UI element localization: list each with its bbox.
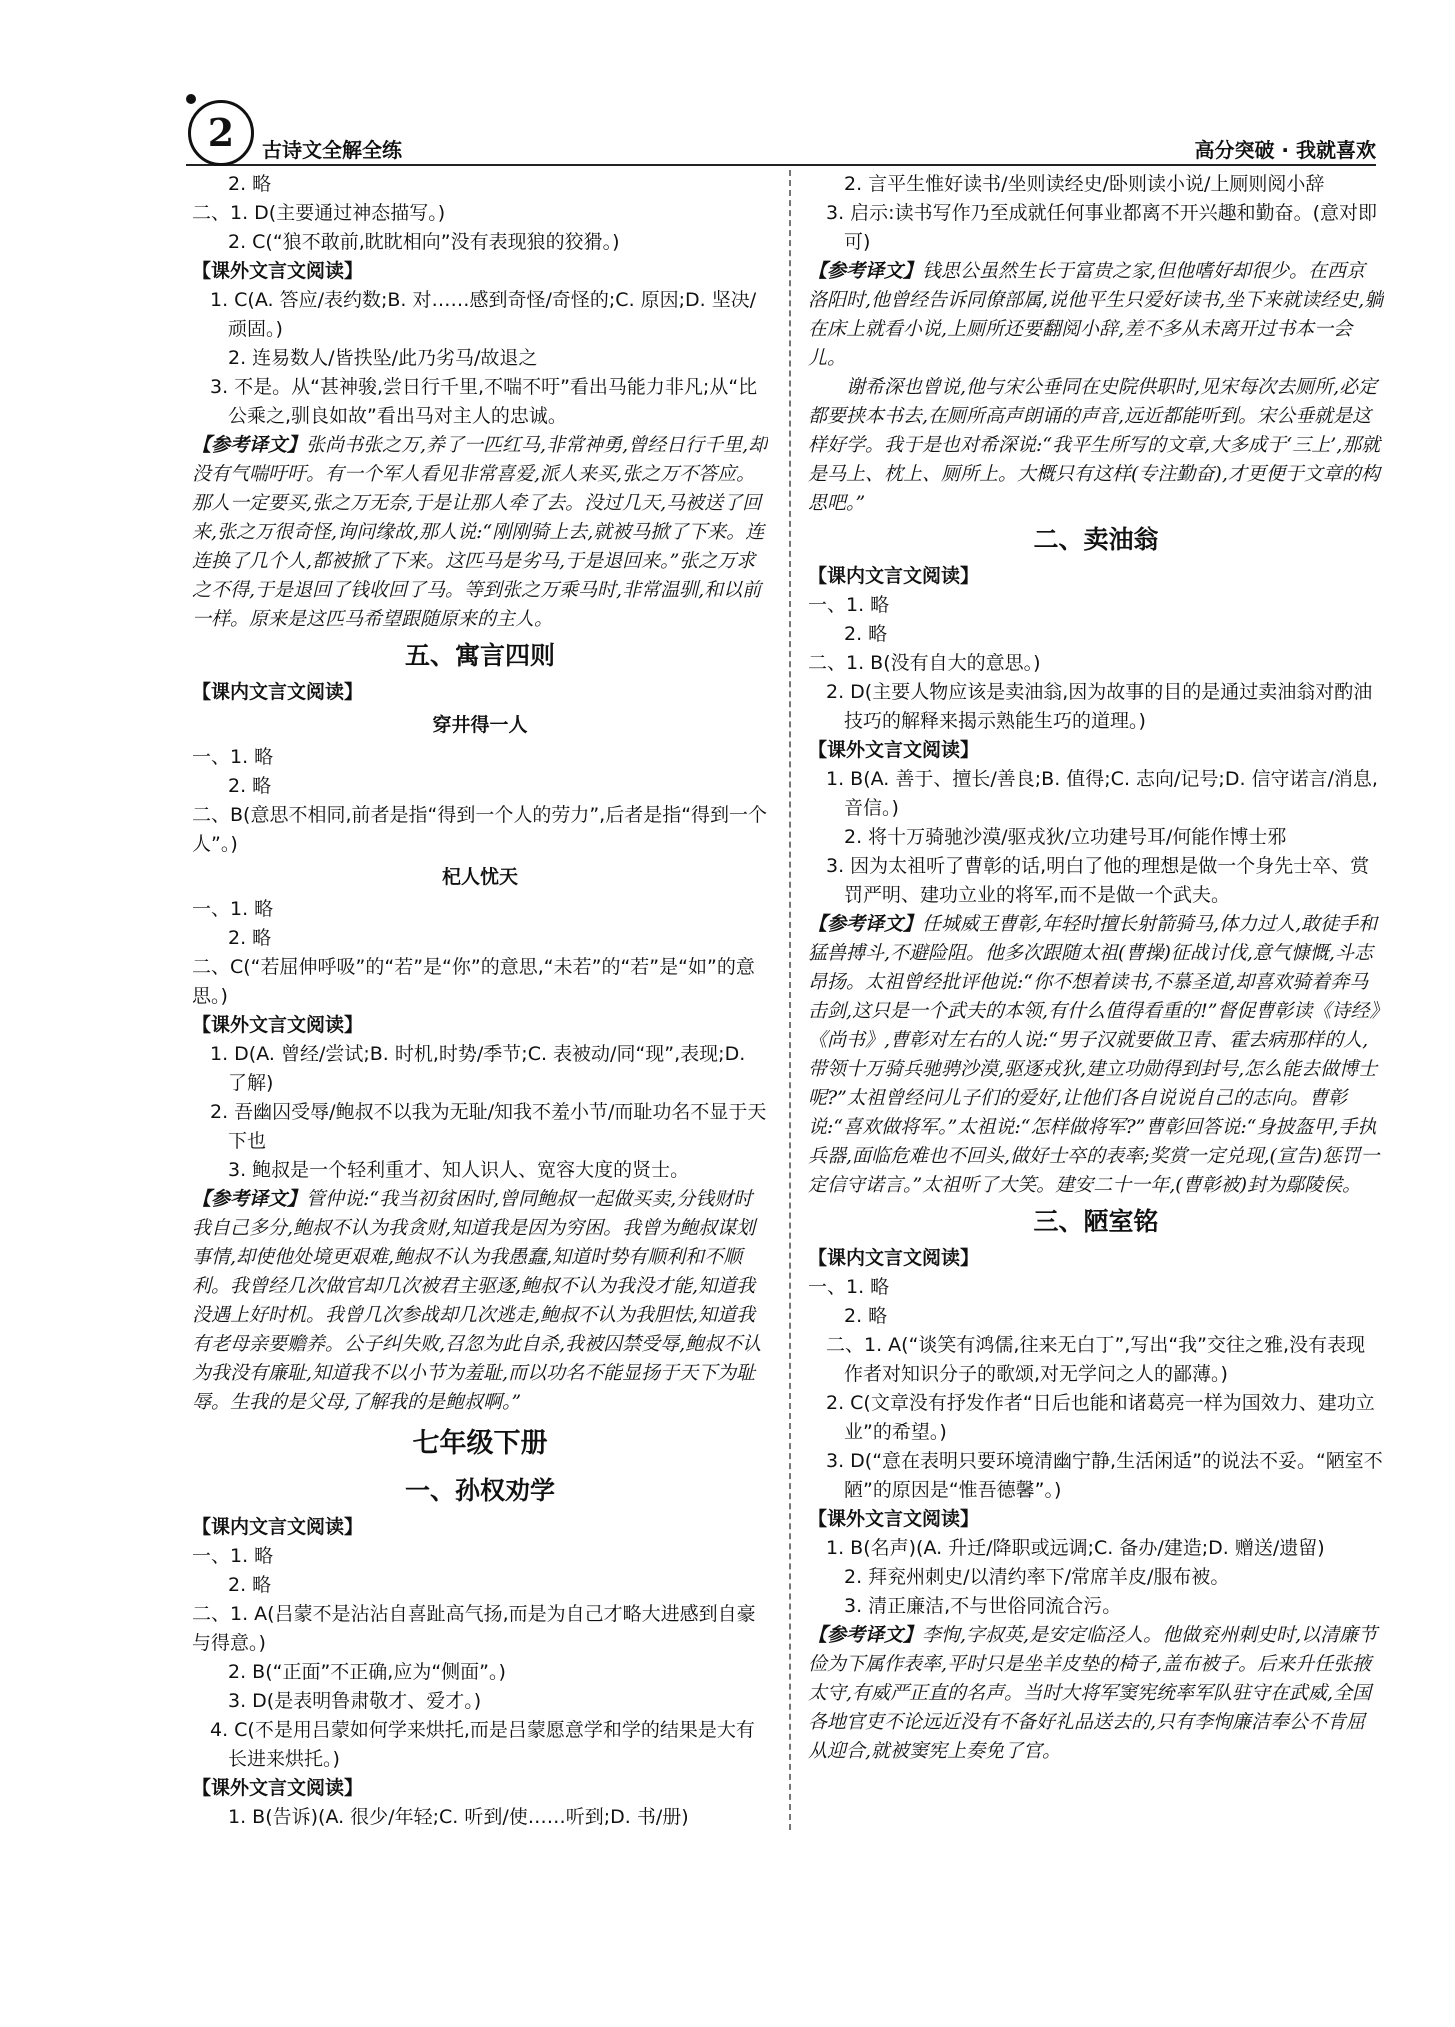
answer-line: 2. 吾幽囚受辱/鲍叔不以我为无耻/知我不羞小节/而耻功名不显于天下也	[210, 1101, 767, 1152]
answer-line: 3. 清正廉洁,不与世俗同流合污。	[844, 1595, 1122, 1617]
translation-text: 张尚书张之万,养了一匹红马,非常神勇,曾经日行千里,却没有气喘吁吁。有一个军人看见非常喜爱,派人来买,张之万不答应。那人一定要买,张之万无奈,于是让那人牵了去。没过几天,马被送了回来,张之万很奇怪,询问缘故,那人说:“刚刚骑上去,就被马掀了下来。连连换了几个人,都被掀了下来。这匹马是劣马,于是退回来。”张之万求之不得,于是退回了钱收回了马。等到张之万乘马时,非常温驯,和以前一样。原来是这匹马希望跟随原来的主人。	[192, 434, 768, 630]
answer-line: 二、1. A(“谈笑有鸿儒,往来无白丁”,写出“我”交往之雅,没有表现作者对知识分子的歌颂,对无学问之人的鄙薄。)	[826, 1334, 1366, 1385]
page-number: 2	[188, 100, 254, 166]
answer-line: 2. C(“狼不敢前,眈眈相向”没有表现狼的狡猾。)	[228, 231, 620, 253]
answer-line: 1. B(A. 善于、擅长/善良;B. 值得;C. 志向/记号;D. 信守诺言/消息,音信。)	[826, 768, 1378, 819]
answer-line: 2. 连易数人/皆抶坠/此乃劣马/故退之	[228, 347, 538, 369]
circle-dot-icon	[186, 94, 196, 104]
translation-text: 任城威王曹彰,年轻时擅长射箭骑马,体力过人,敢徒手和猛兽搏斗,不避险阻。他多次跟随太祖(曹操)征战讨伐,意气慷慨,斗志昂扬。太祖曾经批评他说:“你不想着读书,不慕圣道,却喜欢骑着奔马击剑,这只是一个武夫的本领,有什么值得看重的!”督促曹彰读《诗经》《尚书》,曹彰对左右的人说:“男子汉就要做卫青、霍去病那样的人,带领十万骑兵驰骋沙漠,驱逐戎狄,建立功勋得到封号,怎么能去做博士呢?”太祖曾经问儿子们的爱好,让他们各自说说自己的志向。曹彰说:“喜欢做将军。”太祖说:“怎样做将军?”曹彰回答说:“身披盔甲,手执兵器,面临危难也不回头,做好士卒的表率;奖赏一定兑现,(宣告)惩罚一定信守诺言。”太祖听了大笑。建安二十一年,(曹彰被)封为鄢陵侯。	[808, 913, 1380, 1196]
answer-line: 一、1. 略	[192, 1545, 274, 1567]
answer-line: 3. D(是表明鲁肃敬才、爱才。)	[228, 1690, 482, 1712]
answer-line: 3. 鲍叔是一个轻利重才、知人识人、宽容大度的贤士。	[228, 1159, 690, 1181]
answer-line: 二、C(“若屈伸呼吸”的“若”是“你”的意思,“未若”的“若”是“如”的意思。)	[192, 956, 755, 1007]
answer-line: 一、1. 略	[192, 898, 274, 920]
answer-line: 二、1. B(没有自大的意思。)	[808, 652, 1041, 674]
reference-translation	[192, 431, 768, 634]
header-slogan: 高分突破 · 我就喜欢	[1194, 138, 1376, 162]
section-tag: 【课内文言文阅读】	[192, 1516, 364, 1538]
answer-line: 1. C(A. 答应/表约数;B. 对……感到奇怪/奇怪的;C. 原因;D. 坚决/顽固。)	[210, 289, 757, 340]
section-tag: 【课外文言文阅读】	[808, 739, 980, 761]
right-column	[808, 170, 1384, 1830]
answer-line: 2. 略	[228, 775, 272, 797]
section-tag: 【课外文言文阅读】	[192, 260, 364, 282]
answer-line: 1. B(告诉)(A. 很少/年轻;C. 听到/使……听到;D. 书/册)	[228, 1806, 689, 1828]
answer-line: 2. 略	[844, 1305, 888, 1327]
grade-title: 七年级下册	[412, 1428, 548, 1459]
translation-paragraph: 谢希深也曾说,他与宋公垂同在史院供职时,见宋每次去厕所,必定都要挟本书去,在厕所高声朗诵的声音,远近都能听到。宋公垂就是这样好学。我于是也对希深说:“我平生所写的文章,大多成于‘三上’,那就是马上、枕上、厕所上。大概只有这样(专注勤奋),才更便于文章的构思吧。”	[808, 376, 1381, 514]
translation-text: 钱思公虽然生长于富贵之家,但他嗜好却很少。在西京洛阳时,他曾经告诉同僚部属,说他平生只爱好读书,坐下来就读经史,躺在床上就看小说,上厕所还要翻阅小辞,差不多从未离开过书本一会儿。	[808, 260, 1384, 369]
answer-line: 一、1. 略	[192, 746, 274, 768]
book-title: 古诗文全解全练	[262, 138, 402, 162]
answer-line: 二、1. A(吕蒙不是沾沾自喜趾高气扬,而是为自己才略大进感到自豪与得意。)	[192, 1603, 756, 1654]
translation-tag: 【参考译文】	[808, 260, 923, 282]
answer-line: 一、1. 略	[808, 1276, 890, 1298]
section-tag: 【课内文言文阅读】	[808, 565, 980, 587]
section-tag: 【课内文言文阅读】	[808, 1247, 980, 1269]
answer-line: 2. 言平生惟好读书/坐则读经史/卧则读小说/上厕则阅小辞	[844, 173, 1325, 195]
answer-line: 2. 略	[228, 927, 272, 949]
answer-line: 3. 不是。从“甚神骏,尝日行千里,不喘不吁”看出马能力非凡;从“比公乘之,驯良如故”看出马对主人的忠诚。	[210, 376, 758, 427]
translation-text: 管仲说:“我当初贫困时,曾同鲍叔一起做买卖,分钱财时我自己多分,鲍叔不认为我贪财,知道我是因为穷困。我曾为鲍叔谋划事情,却使他处境更艰难,鲍叔不认为我愚蠢,知道时势有顺利和不顺利。我曾经几次做官却几次被君主驱逐,鲍叔不认为我没才能,知道我没遇上好时机。我曾几次参战却几次逃走,鲍叔不认为我胆怯,知道我有老母亲要赡养。公子纠失败,召忽为此自杀,我被囚禁受辱,鲍叔不认为我没有廉耻,知道我不以小节为羞耻,而以功名不能显扬于天下为耻辱。生我的是父母,了解我的是鲍叔啊。”	[192, 1188, 762, 1413]
subsection-title: 杞人忧天	[441, 866, 518, 888]
section-title: 三、陋室铭	[1033, 1207, 1159, 1236]
answer-line: 1. B(名声)(A. 升迁/降职或远调;C. 备办/建造;D. 赠送/遗留)	[826, 1537, 1325, 1559]
column-divider	[789, 170, 791, 1830]
translation-tag: 【参考译文】	[192, 1188, 307, 1210]
section-title: 一、孙权劝学	[404, 1476, 555, 1505]
answer-line: 3. D(“意在表明只要环境清幽宁静,生活闲适”的说法不妥。“陋室不陋”的原因是“惟吾德馨”。)	[826, 1450, 1383, 1501]
section-title: 五、寓言四则	[404, 641, 555, 670]
answer-line: 4. C(不是用吕蒙如何学来烘托,而是吕蒙愿意学和学的结果是大有长进来烘托。)	[210, 1719, 755, 1770]
section-tag: 【课外文言文阅读】	[192, 1014, 364, 1036]
answer-line: 2. B(“正面”不正确,应为“侧面”。)	[228, 1661, 506, 1683]
left-column	[192, 170, 768, 1830]
section-tag: 【课内文言文阅读】	[192, 681, 364, 703]
reference-translation	[808, 257, 1384, 373]
answer-line: 2. D(主要人物应该是卖油翁,因为故事的目的是通过卖油翁对酌油技巧的解释来揭示熟能生巧的道理。)	[826, 681, 1373, 732]
answer-line: 2. 将十万骑驰沙漠/驱戎狄/立功建号耳/何能作博士邪	[844, 826, 1287, 848]
answer-line: 2. 略	[844, 623, 888, 645]
section-tag: 【课外文言文阅读】	[192, 1777, 364, 1799]
answer-line: 二、B(意思不相同,前者是指“得到一个人的劳力”,后者是指“得到一个人”。)	[192, 804, 768, 855]
reference-translation	[808, 1621, 1384, 1766]
translation-tag: 【参考译文】	[192, 434, 307, 456]
translation-text: 李恂,字叔英,是安定临泾人。他做兖州刺史时,以清廉节俭为下属作表率,平时只是坐羊皮垫的椅子,盖布被子。后来升任张掖太守,有威严正直的名声。当时大将军窦宪统率军队驻守在武威,全国各地官吏不论远近没有不备好礼品送去的,只有李恂廉洁奉公不肯屈从迎合,就被窦宪上奏免了官。	[808, 1624, 1378, 1762]
answer-line: 1. D(A. 曾经/尝试;B. 时机,时势/季节;C. 表被动/同“现”,表现;D. 了解)	[210, 1043, 746, 1094]
answer-line: 2. 略	[228, 173, 272, 195]
answer-line: 2. 略	[228, 1574, 272, 1596]
answer-line: 2. 拜兖州刺史/以清约率下/常席羊皮/服布被。	[844, 1566, 1230, 1588]
section-title: 二、卖油翁	[1033, 525, 1159, 554]
section-tag: 【课外文言文阅读】	[808, 1508, 980, 1530]
translation-tag: 【参考译文】	[808, 913, 923, 935]
answer-line: 一、1. 略	[808, 594, 890, 616]
answer-line: 3. 启示:读书写作乃至成就任何事业都离不开兴趣和勤奋。(意对即可)	[826, 202, 1377, 253]
reference-translation	[192, 1185, 768, 1417]
answer-line: 3. 因为太祖听了曹彰的话,明白了他的理想是做一个身先士卒、赏罚严明、建功立业的将军,而不是做一个武夫。	[826, 855, 1370, 906]
subsection-title: 穿井得一人	[432, 714, 528, 736]
answer-line: 2. C(文章没有抒发作者“日后也能和诸葛亮一样为国效力、建功立业”的希望。)	[826, 1392, 1375, 1443]
answer-line: 二、1. D(主要通过神态描写。)	[192, 202, 446, 224]
page-header	[186, 94, 1376, 166]
reference-translation	[808, 910, 1384, 1200]
translation-tag: 【参考译文】	[808, 1624, 923, 1646]
